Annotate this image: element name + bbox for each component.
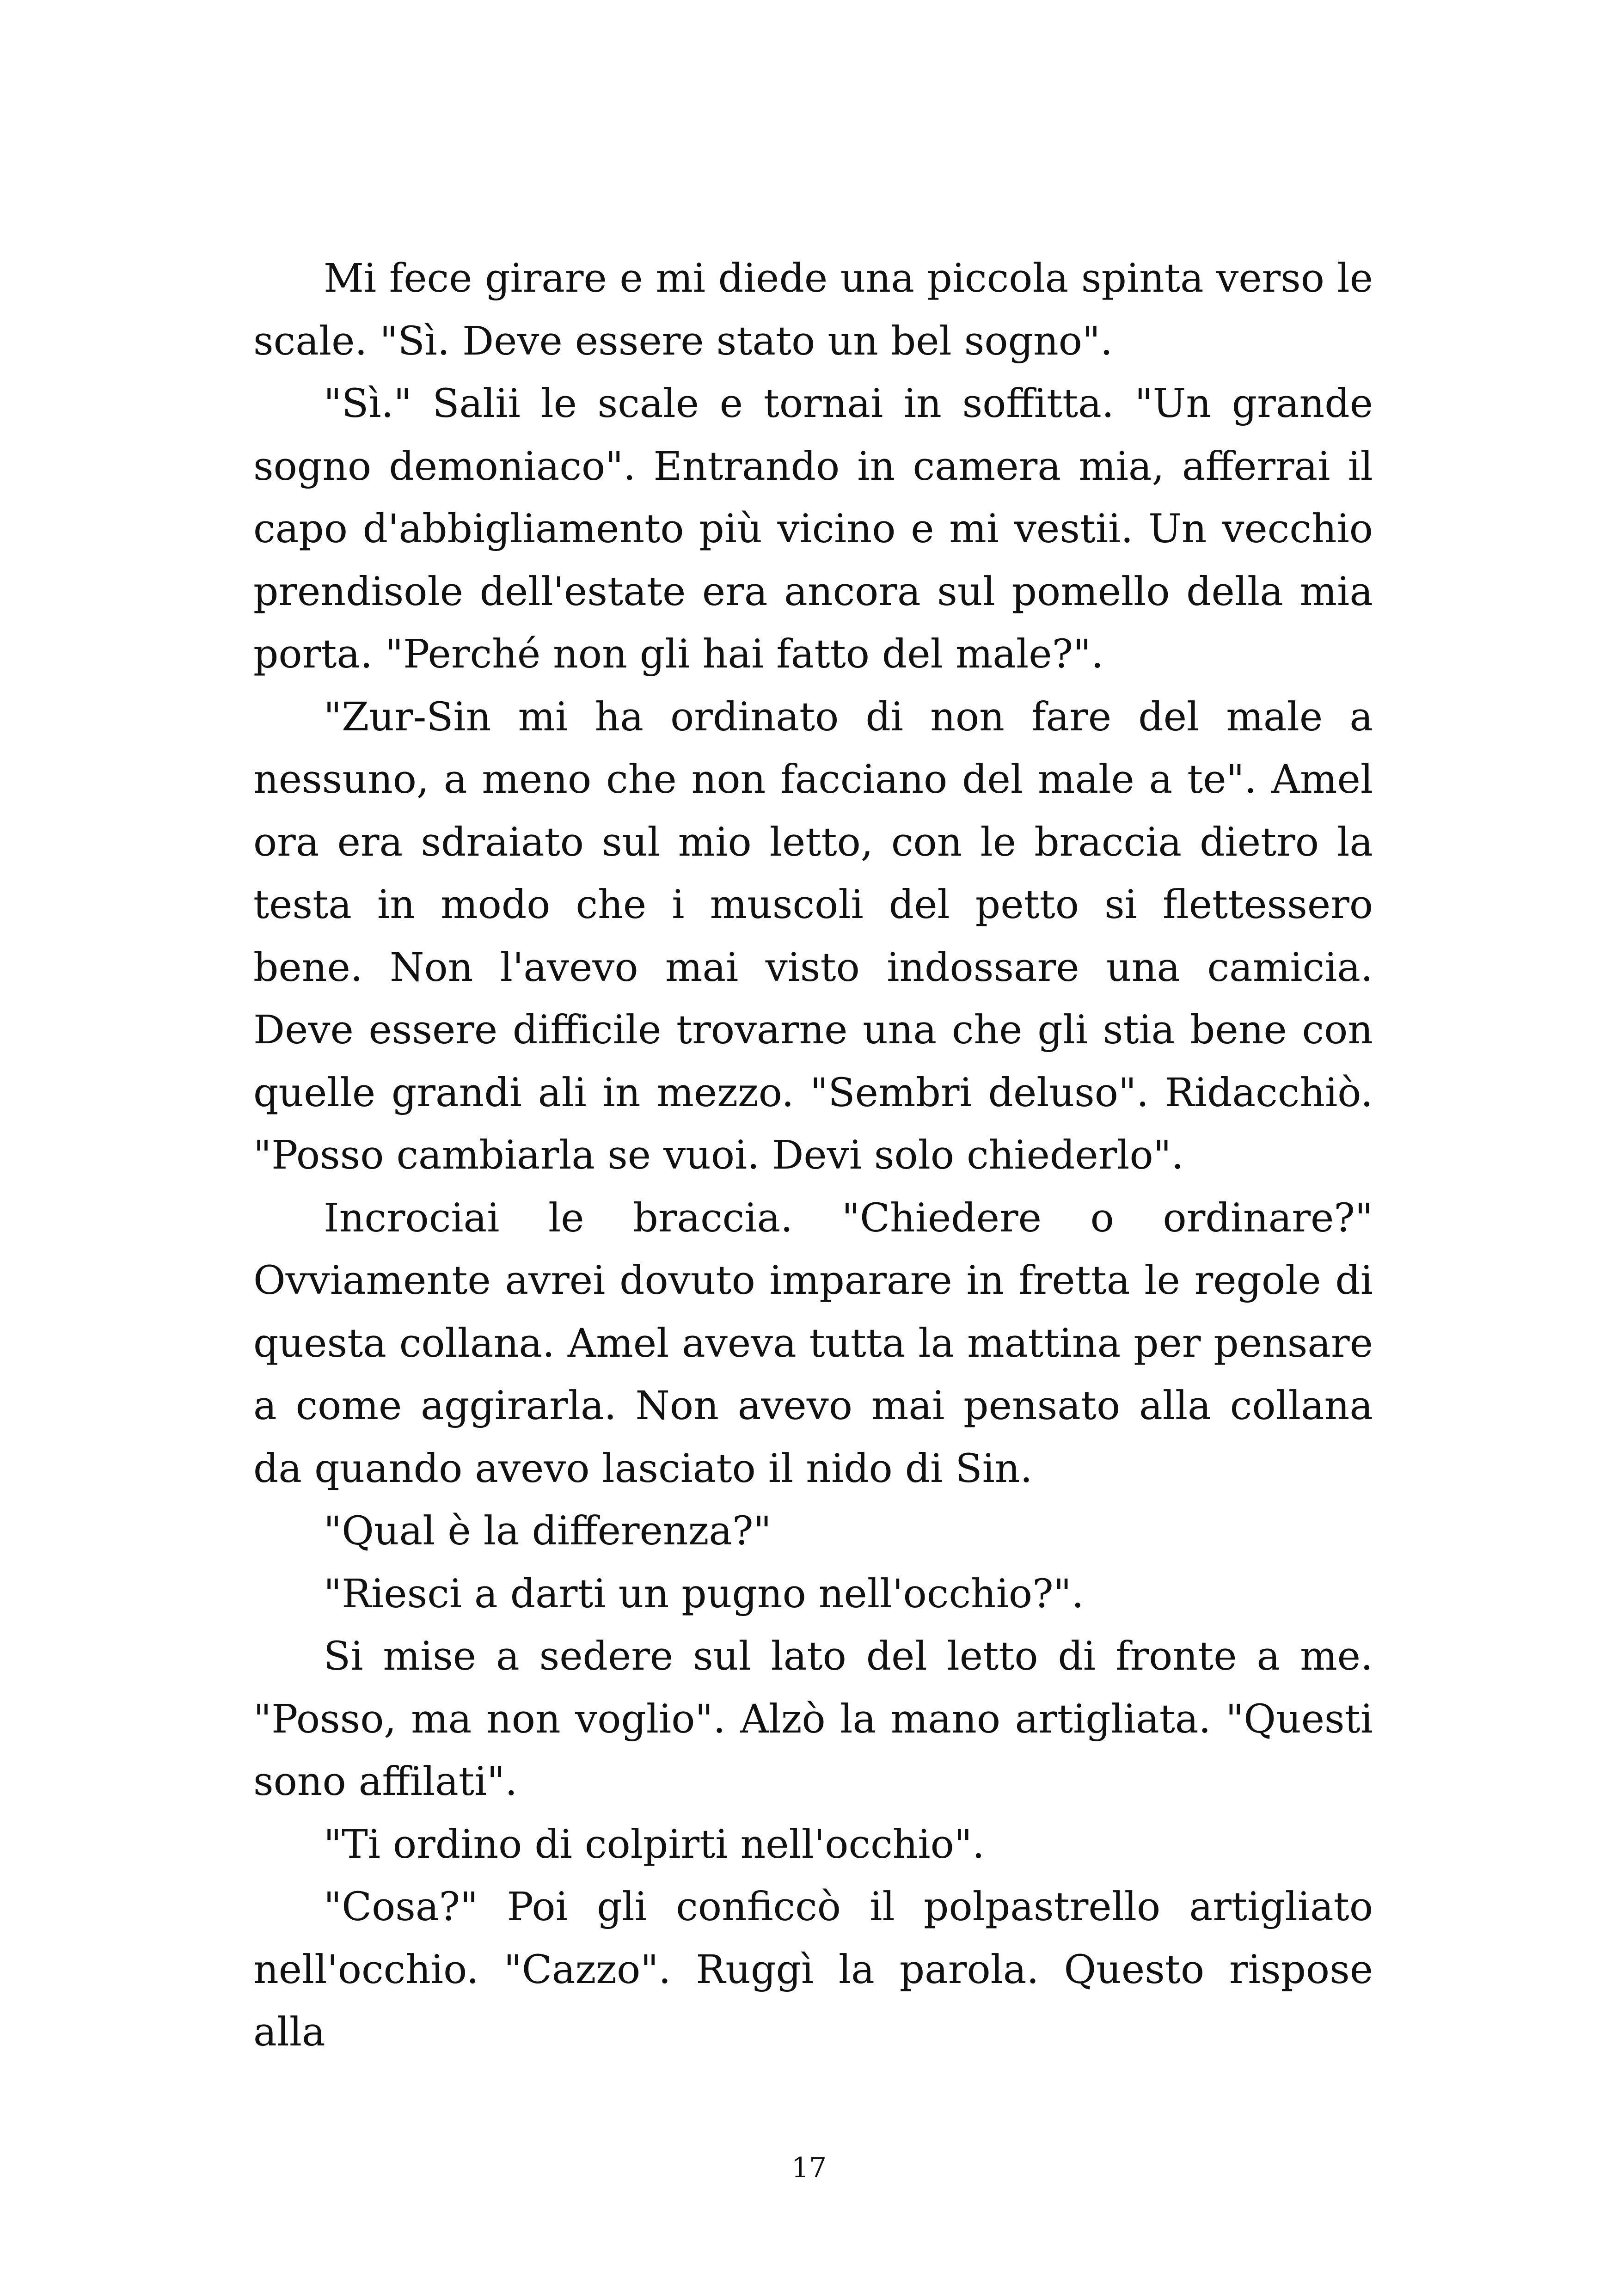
paragraph: "Cosa?" Poi gli conficcò il polpastrello artigliato nell'occhio. "Cazzo". Ruggì la parola. Questo rispose alla bbox=[253, 1884, 1373, 2055]
page-number: 17 bbox=[791, 2152, 827, 2184]
paragraph: Incrociai le braccia. "Chiedere o ordinare?" Ovviamente avrei dovuto imparare in fretta le regole di questa collana. Amel aveva tutta la mattina per pensare a come aggirarla. Non avevo mai pensato alla collana da quando avevo lasciato il nido di Sin. bbox=[253, 1195, 1373, 1492]
paragraph: Mi fece girare e mi diede una piccola spinta verso le scale. "Sì. Deve essere stato un bel sogno". bbox=[253, 256, 1373, 364]
body-text bbox=[253, 247, 1373, 2064]
paragraph: Si mise a sedere sul lato del letto di fronte a me. "Posso, ma non voglio". Alzò la mano artigliata. "Questi sono affilati". bbox=[253, 1634, 1373, 1805]
paragraph: "Qual è la differenza?" bbox=[324, 1508, 772, 1554]
paragraph: "Zur-Sin mi ha ordinato di non fare del male a nessuno, a meno che non facciano del male a te". Amel ora era sdraiato sul mio letto, con le braccia dietro la testa in modo che i muscoli del petto si flettessero bene. Non l'avevo mai visto indossare una camicia. Deve essere difficile trovarne una che gli stia bene con quelle grandi ali in mezzo. "Sembri deluso". Ridacchiò. "Posso cambiarla se vuoi. Devi solo chiederlo". bbox=[253, 694, 1373, 1178]
paragraph: "Sì." Salii le scale e tornai in soffitta. "Un grande sogno demoniaco". Entrando in camera mia, afferrai il capo d'abbigliamento più vicino e mi vestii. Un vecchio prendisole dell'estate era ancora sul pomello della mia porta. "Perché non gli hai fatto del male?". bbox=[253, 381, 1373, 677]
paragraph: "Riesci a darti un pugno nell'occhio?". bbox=[324, 1571, 1084, 1617]
paragraph: "Ti ordino di colpirti nell'occhio". bbox=[324, 1821, 985, 1867]
